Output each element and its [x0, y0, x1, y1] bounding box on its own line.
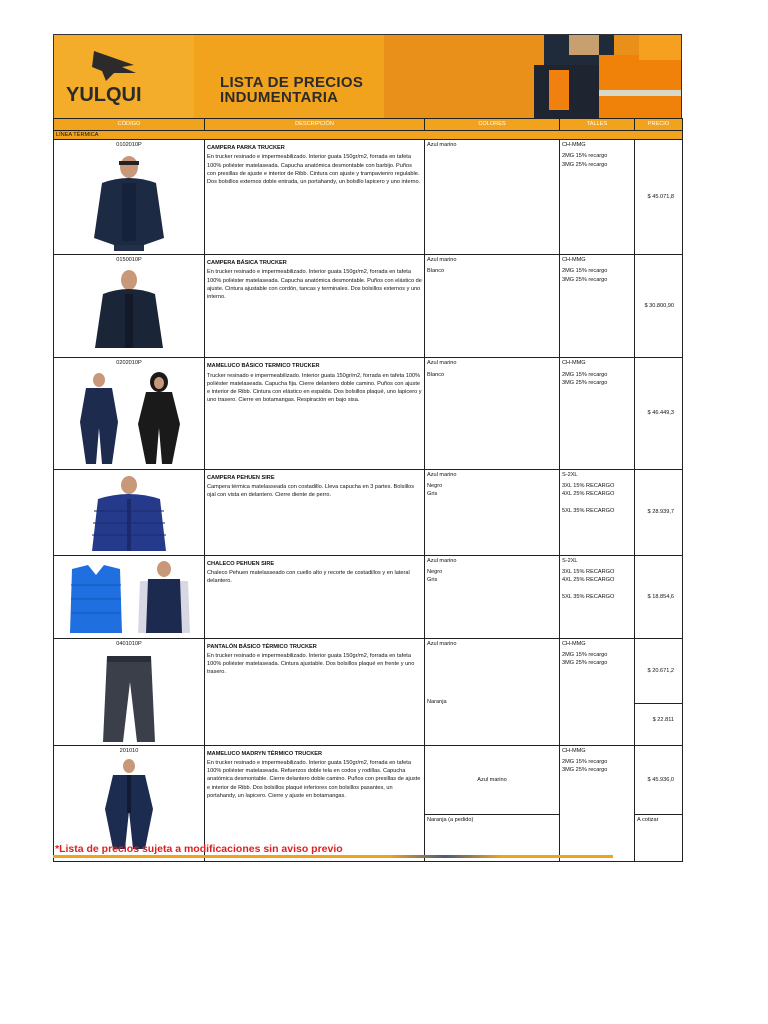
product-title: CAMPERA PARKA TRUCKER [207, 145, 285, 152]
code-cell [54, 555, 205, 638]
code-cell [54, 255, 205, 358]
table-row [54, 140, 683, 255]
product-title: CAMPERA BÁSICA TRUCKER [207, 260, 287, 267]
code-cell [54, 469, 205, 555]
price-value: $ 18.854,6 [647, 593, 674, 600]
size-item: CH-MMG [562, 640, 586, 647]
sizes-cell [560, 358, 635, 469]
color-item: Blanco [427, 268, 445, 275]
product-title: CAMPERA PEHUEN SIRE [207, 474, 275, 481]
price-value: $ 45.071,8 [647, 194, 674, 201]
price-cell [635, 255, 683, 358]
size-item: 3XL 15% RECARGO [562, 482, 615, 489]
size-item: 2MG 15% recargo [562, 759, 608, 766]
table-header-row [54, 119, 683, 131]
colors-cell [425, 358, 560, 469]
size-item: 3MG 25% recargo [562, 379, 608, 386]
description-cell [205, 469, 425, 555]
description-cell [205, 555, 425, 638]
table-row [54, 469, 683, 555]
banner [53, 34, 682, 118]
size-item: 3XL 15% RECARGO [562, 568, 615, 575]
description-cell [205, 358, 425, 469]
sizes-cell [560, 638, 635, 745]
price-cell [635, 745, 683, 861]
color-item: Azul marino [477, 776, 507, 783]
header-colors: COLORES [425, 119, 560, 131]
price-value: $ 45.936,0 [647, 776, 674, 783]
table-row [54, 555, 683, 638]
size-item: CH-MMG [562, 360, 586, 367]
product-image [56, 372, 202, 468]
size-item: 2MG 15% recargo [562, 371, 608, 378]
product-image [56, 759, 202, 851]
code-cell [54, 638, 205, 745]
banner-title [220, 75, 363, 105]
size-item: 3MG 25% recargo [562, 767, 608, 774]
price-list-sheet [53, 34, 682, 862]
color-item: Negro [427, 568, 443, 575]
colors-cell [425, 255, 560, 358]
size-item: 4XL 25% RECARGO [562, 577, 615, 584]
product-title: MAMELUCO MADRYN TÉRMICO TRUCKER [207, 750, 323, 757]
workers-photo [384, 35, 682, 118]
price-cell [635, 140, 683, 255]
size-item: 2MG 15% recargo [562, 268, 608, 275]
colors-cell [425, 140, 560, 255]
colors-cell [425, 638, 560, 745]
section-label: LÍNEA TÉRMICA [54, 131, 683, 140]
price-cell [635, 555, 683, 638]
colors-cell [425, 469, 560, 555]
price-value: $ 30.800,90 [644, 303, 674, 310]
size-item: 2MG 15% recargo [562, 651, 608, 658]
table-row [54, 255, 683, 358]
yulqui-logo [62, 43, 172, 111]
description-cell [205, 140, 425, 255]
size-item: 5XL 35% RECARGO [562, 594, 615, 601]
product-code: 0150010P [116, 257, 142, 264]
color-item: Azul marino [427, 142, 457, 149]
color-item: Azul marino [427, 471, 457, 478]
size-item: 4XL 25% RECARGO [562, 491, 615, 498]
product-image [56, 268, 202, 356]
product-code: 0202010P [116, 360, 142, 367]
price-value-secondary: A cotizar [637, 816, 659, 823]
size-item: 5XL 35% RECARGO [562, 508, 615, 515]
footnote: *Lista de precios sujeta a modificaciones sin aviso previo [55, 843, 343, 855]
price-cell [635, 469, 683, 555]
sizes-cell [560, 555, 635, 638]
sizes-cell [560, 140, 635, 255]
product-code: 201010 [119, 747, 139, 754]
banner-title-line2: INDUMENTARIA [220, 89, 339, 106]
product-image [56, 561, 202, 637]
size-item: CH-MMG [562, 747, 586, 754]
section-row [54, 131, 683, 140]
color-item: Negro [427, 482, 443, 489]
size-item: 3MG 25% recargo [562, 660, 608, 667]
header-description: DESCRIPCIÓN [205, 119, 425, 131]
description-cell [205, 255, 425, 358]
svg-text:YULQUI: YULQUI [66, 84, 142, 106]
price-cell [635, 358, 683, 469]
color-item: Blanco [427, 371, 445, 378]
product-description: En trucker resinado e impermeabilizado. Interior guata 150gr/m2, forrada en tafeta 100% poliéster matelaseada. Capucha anatómica desmontable con barbijo. Puños con presillas de ajuste e interior de Ribb. Cintura con ajuste y trampavienro regulable. Dos bolsillos externos doble entrada, un portahandy, un bolsillo lapicero y uno interno. [207, 154, 421, 186]
price-cell [635, 638, 683, 745]
description-cell [205, 638, 425, 745]
product-title: PANTALÓN BÁSICO TÉRMICO TRUCKER [207, 643, 317, 650]
sizes-cell [560, 255, 635, 358]
sizes-cell [560, 469, 635, 555]
colors-cell [425, 555, 560, 638]
product-title: CHALECO PEHUEN SIRE [207, 560, 275, 567]
color-item: Azul marino [427, 360, 457, 367]
sizes-cell [560, 745, 635, 861]
table-row [54, 638, 683, 745]
price-value: $ 46.449,3 [647, 410, 674, 417]
price-value: $ 20.671,2 [647, 667, 674, 674]
colors-cell [425, 745, 560, 861]
footer-bar [53, 855, 613, 858]
product-code: 0102010P [116, 142, 142, 149]
product-description: Trucker resinado e impermeabilizado. Interior guata 150gr/m2, forrada en tafeta 100% poliéster matelaseada. Capucha fija. Cierre delantero doble camino. Puños con ajuste e interior de Ribb. Cintura con elástico en espalda. Dos bolsillos plaqué, uno lapicero y uno trasero. Cierre en botamangas. Respiración en bajo sisa. [207, 372, 422, 404]
product-description: En trucker resinado e impermeabilizado. Interior guata 150gr/m2, forrada en tafeta 100% poliéster matelaseada. Refuerzos doble tela en codos y rodillas. Capucha anatómica desmontable. Cierre delantero doble camino. Puños con presillas de ajuste e interior de Ribb. Dos bolsillos plaqué inferiores con bolsillos pasantes, un portahandy, un lapicero. Cierre y ajuste en botamangas. [207, 760, 421, 799]
size-item: 2MG 15% recargo [562, 153, 608, 160]
color-item: Azul marino [427, 640, 457, 647]
product-description: En trucker resinado e impermeabilizado. Interior guata 150gr/m2, forrada en tafeta 100% poliéster matelaseada. Capucha anatómica desmontable. Puños con elástico de ajuste. Cintura ajustable con cordón, tancas y terminales. Dos bolsillos externos y uno interno. [207, 269, 422, 301]
code-cell [54, 358, 205, 469]
product-title: MAMELUCO BÁSICO TERMICO TRUCKER [207, 363, 320, 370]
product-image [56, 475, 202, 553]
banner-title-line1: LISTA DE PRECIOS [220, 74, 364, 91]
header-sizes: TALLES [560, 119, 635, 131]
color-item: Azul marino [427, 557, 457, 564]
size-item: CH-MMG [562, 257, 586, 264]
price-value-secondary: $ 22.811 [652, 716, 674, 723]
price-value: $ 28.939,7 [647, 509, 674, 515]
product-description: Chaleco Pehuen matelasseado con cuello alto y recorte de costadillos y en lateral delantero. [207, 569, 410, 585]
color-item: Azul marino [427, 257, 457, 264]
size-item: CH-MMG [562, 142, 586, 149]
color-item: Gris [427, 577, 438, 584]
product-image [56, 652, 202, 744]
size-item: S-2XL [562, 557, 578, 564]
code-cell [54, 140, 205, 255]
product-code: 0401010P [116, 640, 142, 647]
size-item: S-2XL [562, 471, 578, 478]
product-image [56, 153, 202, 251]
color-item-secondary: Naranja (a pedido) [427, 816, 474, 823]
header-price: PRECIO [635, 119, 683, 131]
table-row [54, 358, 683, 469]
size-item: 3MG 25% recargo [562, 161, 608, 168]
product-description: En trucker resinado e impermeabilizado. Interior guata 150gr/m2, forrada en tafeta 100% poliéster matelaseada. Cintura ajustable. Dos bolsillos plaqué en frente y uno trasero. [207, 652, 415, 676]
color-item: Gris [427, 491, 438, 498]
size-item: 3MG 25% recargo [562, 276, 608, 283]
product-description: Campera térmica matelasseada con costadillo. Lleva capucha en 3 partes. Bolsillos ojal con vista en delantero. Cierre diente de perro. [207, 483, 415, 499]
price-table [53, 118, 683, 862]
header-code: CÓDIGO [54, 119, 205, 131]
color-item-secondary: Naranja [427, 698, 447, 705]
